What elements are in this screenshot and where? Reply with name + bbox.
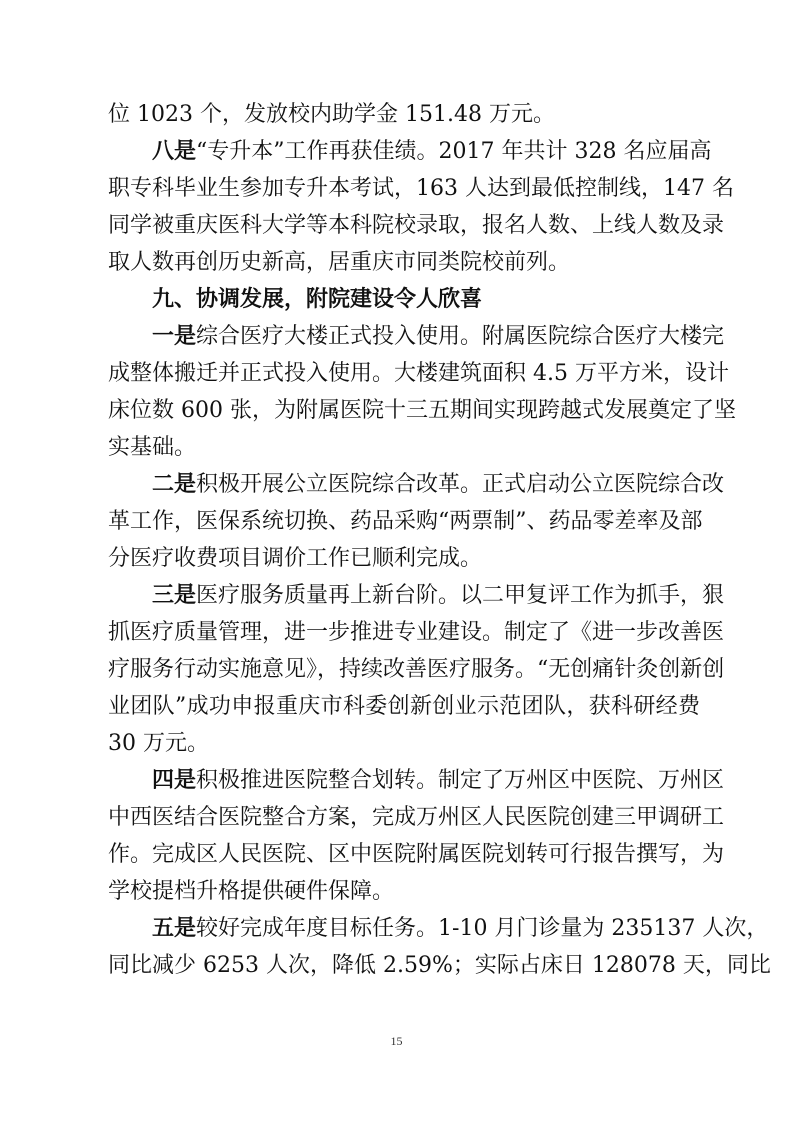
- text-line: 床位数 600 张，为附属医院十三五期间实现跨越式发展奠定了坚: [108, 398, 736, 423]
- document-body: [108, 96, 771, 984]
- text-line: [108, 318, 725, 355]
- text-line: 同学被重庆医科大学等本科院校录取，报名人数、上线人数及录: [108, 213, 725, 238]
- paragraph-item-1: [108, 318, 736, 466]
- paragraph-lead: 一是: [152, 324, 197, 349]
- text-span: 积极推进医院整合划转。制定了万州区中医院、万州区: [196, 768, 725, 793]
- text-line: 学校提档升格提供硬件保障。: [108, 879, 395, 904]
- text-span: “专升本”工作再获佳绩。2017 年共计 328 名应届高: [196, 139, 712, 164]
- paragraph-lead: 二是: [152, 472, 197, 497]
- text-line: 实基础。: [108, 435, 197, 460]
- text-span: 积极开展公立医院综合改革。正式启动公立医院综合改: [196, 472, 725, 497]
- text-line: 业团队”成功申报重庆市科委创新创业示范团队，获科研经费: [108, 694, 700, 719]
- paragraph-item-8: [108, 133, 734, 281]
- text-line: 成整体搬迁并正式投入使用。大楼建筑面积 4.5 万平方米，设计: [108, 361, 729, 386]
- text-line: [108, 577, 725, 614]
- text-line: 作。完成区人民医院、区中医院附属医院划转可行报告撰写，为: [108, 842, 725, 867]
- text-line: [108, 910, 769, 947]
- text-line: 疗服务行动实施意见》，持续改善医疗服务。“无创痛针灸创新创: [108, 657, 725, 682]
- text-line: [108, 133, 712, 170]
- text-line: 位 1023 个，发放校内助学金 151.48 万元。: [108, 102, 555, 127]
- text-span: 较好完成年度目标任务。1-10 月门诊量为 235137 人次，: [196, 916, 769, 941]
- section-heading-9: [108, 281, 700, 318]
- paragraph-lead: 三是: [152, 583, 197, 608]
- paragraph-item-5: [108, 910, 771, 984]
- text-line: 取人数再创历史新高，居重庆市同类院校前列。: [108, 250, 571, 275]
- text-line: 职专科毕业生参加专升本考试，163 人达到最低控制线，147 名: [108, 176, 734, 201]
- text-line: 同比减少 6253 人次，降低 2.59%；实际占床日 128078 天，同比: [108, 953, 771, 978]
- paragraph-lead: 八是: [152, 139, 197, 164]
- section-heading: 九、协调发展，附院建设令人欣喜: [152, 287, 483, 312]
- paragraph-lead: 四是: [152, 768, 197, 793]
- text-line: 30 万元。: [108, 731, 209, 756]
- paragraph-lead: 五是: [152, 916, 197, 941]
- text-line: 抓医疗质量管理，进一步推进专业建设。制定了《进一步改善医: [108, 620, 725, 645]
- paragraph-item-3: [108, 577, 725, 762]
- text-line: 革工作，医保系统切换、药品采购“两票制”、药品零差率及部: [108, 509, 703, 534]
- paragraph-item-4: [108, 762, 725, 910]
- text-span: 综合医疗大楼正式投入使用。附属医院综合医疗大楼完: [196, 324, 725, 349]
- text-span: 医疗服务质量再上新台阶。以二甲复评工作为抓手，狠: [196, 583, 725, 608]
- paragraph-continuation: [108, 96, 700, 133]
- paragraph-item-2: [108, 466, 725, 577]
- text-line: [108, 466, 725, 503]
- text-line: 中西医结合医院整合方案，完成万州区人民医院创建三甲调研工: [108, 805, 725, 830]
- page-number: 15: [390, 1034, 403, 1048]
- text-line: [108, 762, 725, 799]
- text-line: 分医疗收费项目调价工作已顺利完成。: [108, 546, 483, 571]
